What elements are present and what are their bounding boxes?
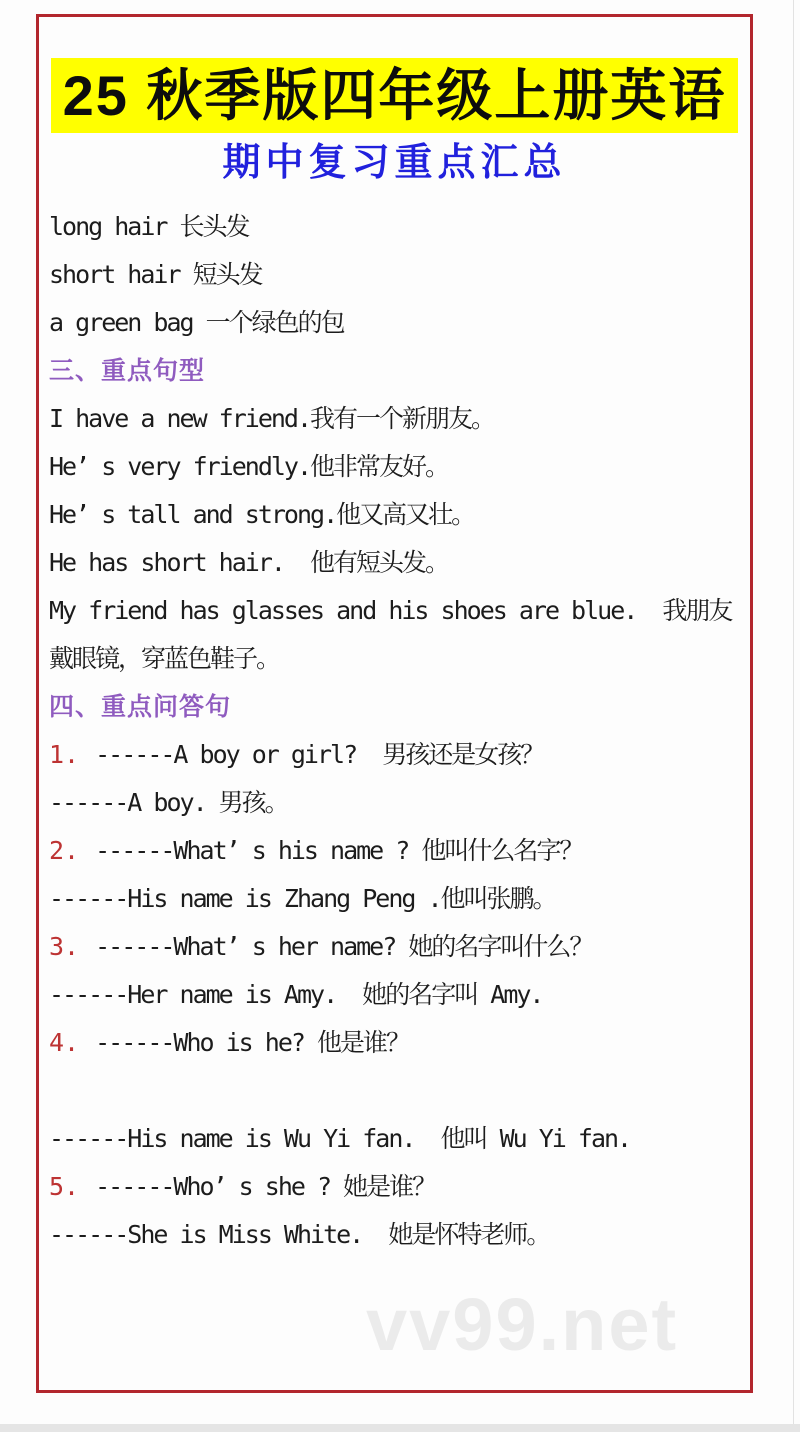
title-row [39, 58, 750, 133]
qa-text: ------Who’ s she ? 她是谁？ [95, 1172, 436, 1201]
content-line: My friend has glasses and his shoes are blue. 我朋友戴眼镜，穿蓝色鞋子。 [49, 596, 732, 673]
content-line: ------His name is Wu Yi fan. 他叫 Wu Yi fan. [49, 1124, 631, 1153]
page-title: 25 秋季版四年级上册英语 [51, 58, 739, 133]
content-line: ------Her name is Amy. 她的名字叫 Amy. [49, 980, 543, 1009]
page-right-edge [793, 0, 794, 1432]
content-line: long hair 长头发 [49, 212, 249, 241]
content-line: ------She is Miss White. 她是怀特老师。 [49, 1220, 550, 1249]
item-number: 2. [49, 836, 80, 865]
content-line: He’ s very friendly.他非常友好。 [49, 452, 449, 481]
qa-text: ------A boy or girl? 男孩还是女孩？ [95, 740, 544, 769]
content-line: ------His name is Zhang Peng .他叫张鹏。 [49, 884, 556, 913]
qa-line [49, 731, 742, 779]
qa-line [49, 1163, 742, 1211]
watermark: vv99.net [366, 1283, 679, 1366]
content-line: He’ s tall and strong.他又高又壮。 [49, 500, 475, 529]
page-subtitle: 期中复习重点汇总 [222, 142, 567, 184]
content-line: I have a new friend.我有一个新朋友。 [49, 404, 495, 433]
document-frame [36, 14, 753, 1393]
item-number: 5. [49, 1172, 80, 1201]
qa-text: ------What’ s his name ? 他叫什么名字？ [95, 836, 583, 865]
qa-line [49, 923, 742, 971]
content-line: short hair 短头发 [49, 260, 262, 289]
item-number: 4. [49, 1028, 80, 1057]
content-lines [39, 184, 750, 1259]
qa-text: ------What’ s her name? 她的名字叫什么？ [95, 932, 593, 961]
qa-line [49, 827, 742, 875]
content-line: He has short hair. 他有短头发。 [49, 548, 449, 577]
item-number: 3. [49, 932, 80, 961]
item-number: 1. [49, 740, 80, 769]
section-heading: 四、重点问答句 [49, 692, 232, 721]
content-line: a green bag 一个绿色的包 [49, 308, 344, 337]
page-bottom-strip [0, 1424, 800, 1432]
spacer-line [49, 1067, 742, 1115]
qa-text: ------Who is he? 他是谁？ [95, 1028, 409, 1057]
section-heading: 三、重点句型 [49, 356, 206, 385]
content-line: ------A boy. 男孩。 [49, 788, 288, 817]
qa-line [49, 1019, 742, 1067]
